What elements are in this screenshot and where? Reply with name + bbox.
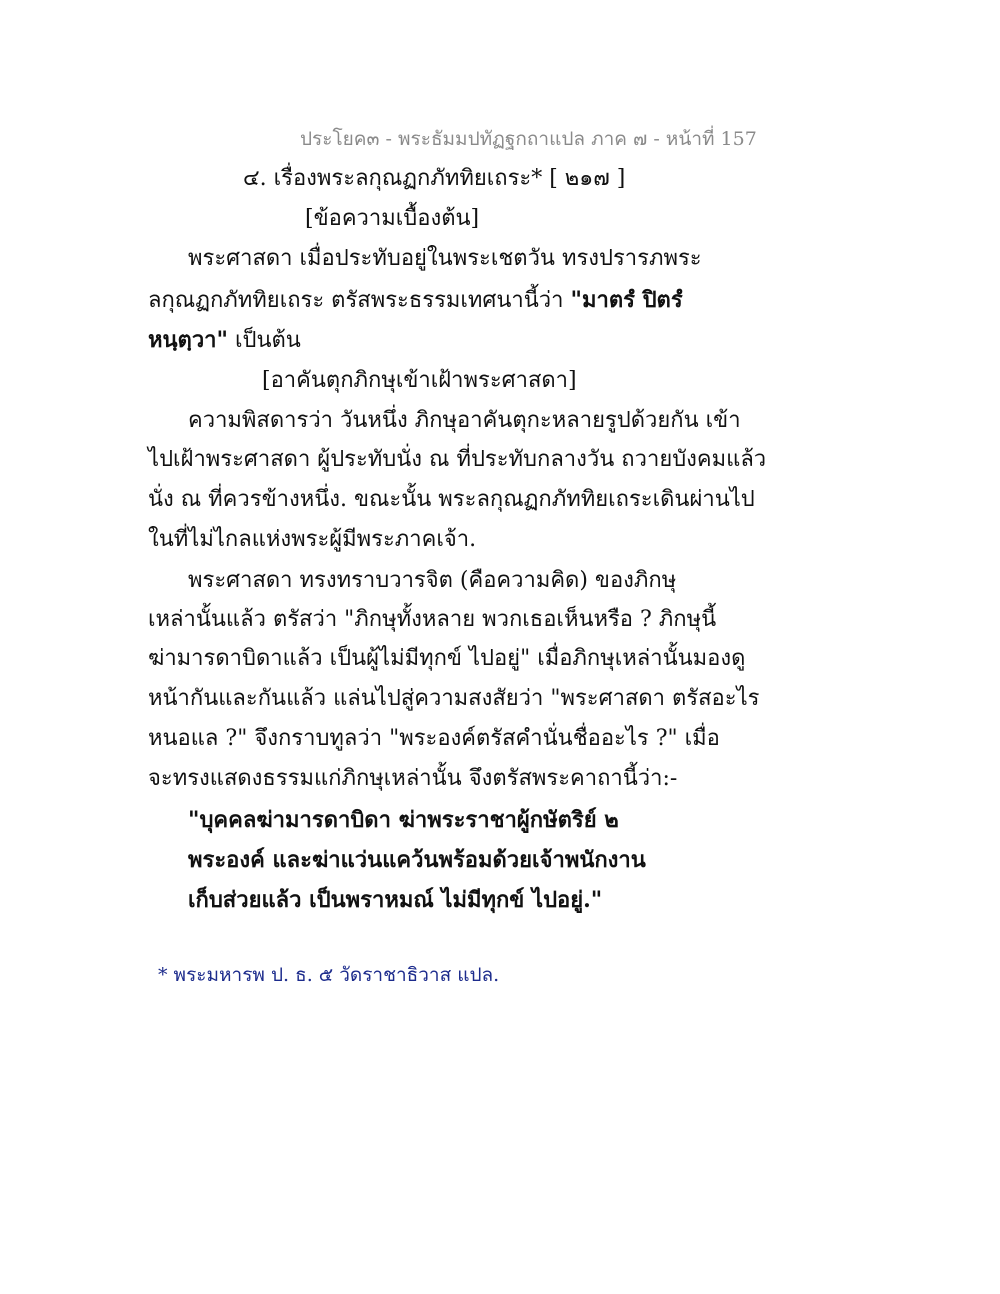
paragraph-line: ฆ่ามารดาบิดาแล้ว เป็นผู้ไม่มีทุกข์ ไปอยู่" เมื่อภิกษุเหล่านั้นมองดู [148,646,746,671]
paragraph-line: พระศาสดา เมื่อประทับอยู่ในพระเชตวัน ทรงปรารภพระ [188,246,702,271]
paragraph-line [148,282,683,317]
pali-quote: "มาตรํ ปิตรํ [570,287,683,313]
paragraph-line: ไปเฝ้าพระศาสดา ผู้ประทับนั่ง ณ ที่ประทับกลางวัน ถวายบังคมแล้ว [148,447,767,472]
pali-quote: หนฺตฺวา" [148,327,228,353]
footnote: * พระมหารพ ป. ธ. ๕ วัดราชาธิวาส แปล. [158,964,500,986]
story-title: ๔. เรื่องพระลกุณฏกภัททิยเถระ* [ ๒๑๗ ] [243,166,626,191]
paragraph-line: เหล่านั้นแล้ว ตรัสว่า "ภิกษุทั้งหลาย พวกเธอเห็นหรือ ? ภิกษุนี้ [148,607,717,632]
paragraph-line: หน้ากันและกันแล้ว แล่นไปสู่ความสงสัยว่า "พระศาสดา ตรัสอะไร [148,686,760,711]
page-header: ประโยค๓ - พระธัมมปทัฏฐกถาแปล ภาค ๗ - หน้าที่ 157 [300,128,757,150]
text-span: ลกุณฏกภัททิยเถระ ตรัสพระธรรมเทศนานี้ว่า [148,288,571,313]
section-heading-visiting-monks: [อาคันตุกภิกษุเข้าเฝ้าพระศาสดา] [262,368,577,393]
section-heading-intro: [ข้อความเบื้องต้น] [305,206,480,231]
verse-line: "บุคคลฆ่ามารดาบิดา ฆ่าพระราชาผู้กษัตริย์ ๒ [188,807,619,833]
verse-line: พระองค์ และฆ่าแว่นแคว้นพร้อมด้วยเจ้าพนักงาน [188,847,646,873]
paragraph-line: หนอแล ?" จึงกราบทูลว่า "พระองค์ตรัสคำนั่นชื่ออะไร ?" เมื่อ [148,726,720,751]
paragraph-line: ความพิสดารว่า วันหนึ่ง ภิกษุอาคันตุกะหลายรูปด้วยกัน เข้า [188,408,741,433]
verse-line: เก็บส่วยแล้ว เป็นพราหมณ์ ไม่มีทุกข์ ไปอยู่." [188,887,603,913]
paragraph-line: จะทรงแสดงธรรมแก่ภิกษุเหล่านั้น จึงตรัสพระคาถานี้ว่า:- [148,766,678,791]
paragraph-line: ในที่ไม่ไกลแห่งพระผู้มีพระภาคเจ้า. [148,527,477,552]
paragraph-line: นั่ง ณ ที่ควรข้างหนึ่ง. ขณะนั้น พระลกุณฏกภัททิยเถระเดินผ่านไป [148,487,755,512]
paragraph-line [148,322,301,357]
paragraph-line: พระศาสดา ทรงทราบวารจิต (คือความคิด) ของภิกษุ [188,568,677,593]
text-span: เป็นต้น [228,328,301,353]
